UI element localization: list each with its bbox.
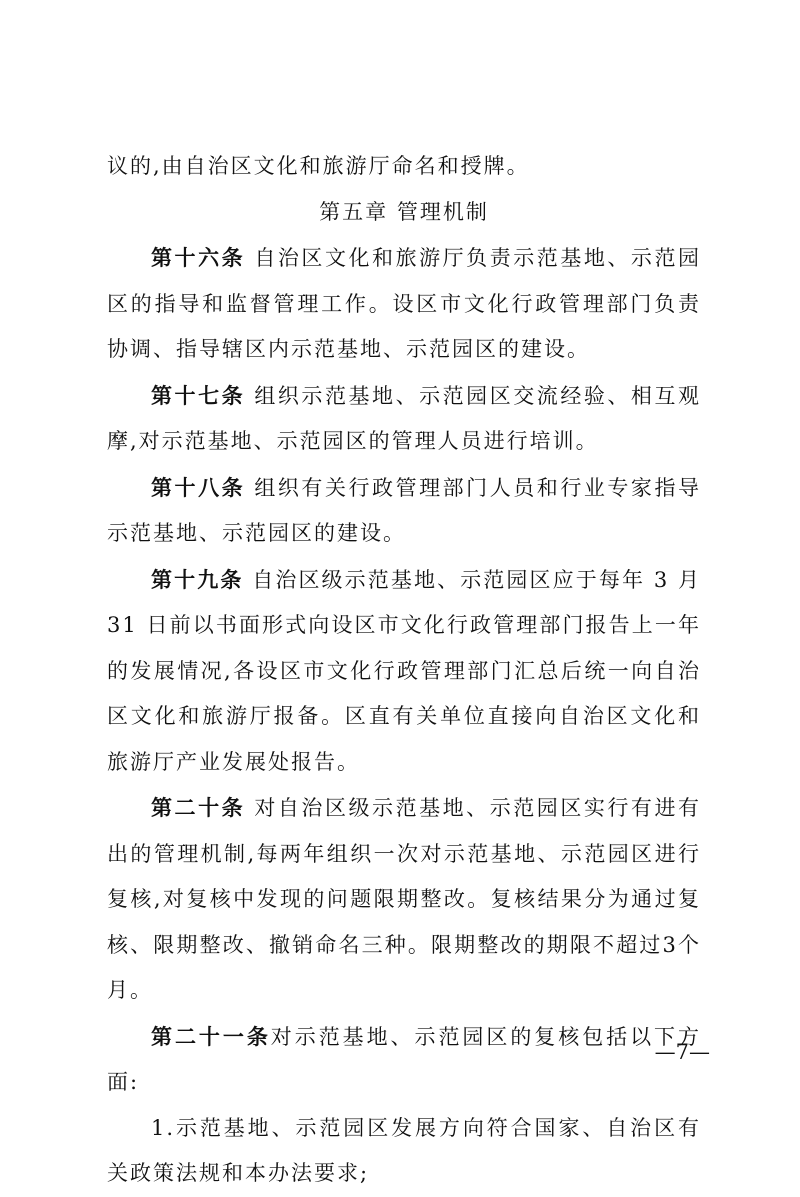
article-number: 第十六条 [151, 245, 246, 270]
article-number: 第二十条 [151, 795, 246, 820]
article-text: 对示范基地、示范园区的复核包括以下方面: [107, 1024, 702, 1094]
article-number: 第十九条 [151, 566, 244, 592]
article-text: 自治区文化和旅游厅负责示范基地、示范园区的指导和监督管理工作。设区市文化行政管理部门负责协调、指导辖区内示范基地、示范园区的建设。 [107, 246, 702, 361]
document-body [107, 144, 701, 1197]
article-text: 对自治区级示范基地、示范园区实行有进有出的管理机制,每两年组织一次对示范基地、示范园区进行复核,对复核中发现的问题限期整改。复核结果分为通过复核、限期整改、撤销命名三种。限期整改的期限不超过3个月。 [107, 796, 702, 1002]
article-number: 第十八条 [151, 474, 246, 500]
article-20 [107, 785, 701, 1014]
article-17 [107, 373, 701, 465]
list-item-1: 1.示范基地、示范园区发展方向符合国家、自治区有关政策法规和本办法要求; [107, 1115, 701, 1185]
article-16 [107, 235, 701, 373]
article-21 [107, 1014, 701, 1106]
article-text: 组织示范基地、示范园区交流经验、相互观摩,对示范基地、示范园区的管理人员进行培训。 [107, 383, 702, 453]
paragraph-continuation: 议的,由自治区文化和旅游厅命名和授牌。 [107, 154, 530, 178]
page-number: —7— [654, 1040, 710, 1064]
article-number: 第二十一条 [151, 1023, 271, 1049]
article-18 [107, 465, 701, 557]
article-number: 第十七条 [151, 382, 246, 408]
chapter-heading: 第五章 管理机制 [319, 199, 489, 224]
article-text: 组织有关行政管理部门人员和行业专家指导示范基地、示范园区的建设。 [107, 475, 702, 545]
article-text: 自治区级示范基地、示范园区应于每年 3 月 31 日前以书面形式向设区市文化行政管理部门报告上一年的发展情况,各设区市文化行政管理部门汇总后统一向自治区文化和旅游厅报备。区直有关单位直接向自治区文化和旅游厅产业发展处报告。 [107, 567, 701, 774]
article-19 [107, 557, 701, 786]
